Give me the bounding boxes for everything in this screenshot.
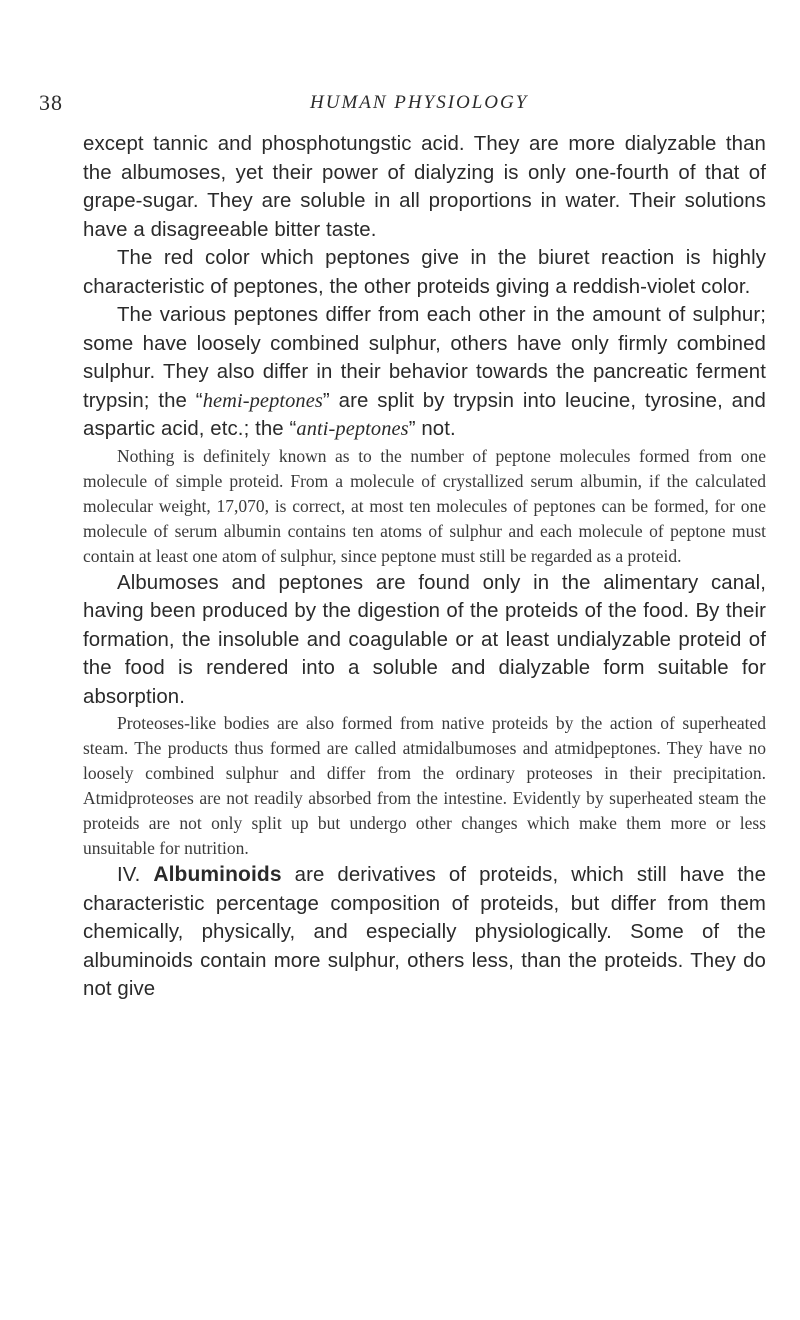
book-page [39,88,767,1004]
p3-text-before: The various peptones differ from each other in the amount of sulphur; some have loosely combined sulphur, others have only firmly combined sulphur. They also differ in their behavior towards the pancreatic ferment trypsin; the “ [83,304,766,412]
paragraph-peptone-sulphur [83,301,766,444]
paragraph-albuminoids [83,861,766,1004]
p3-text-after: ” not. [408,418,456,440]
page-number: 38 [39,90,63,115]
p3-text-middle: ” are split by trypsin into leucine, tyrosine, and aspartic acid, etc.; the “ [83,389,766,440]
paragraph-biuret-reaction: The red color which peptones give in the biuret reaction is highly characteristic of peptones, the other proteids giving a reddish-violet color. [83,247,766,298]
running-title: HUMAN PHYSIOLOGY [310,92,529,113]
term-anti-peptones: anti-peptones [296,418,409,440]
term-hemi-peptones: hemi-peptones [202,389,323,412]
section-heading-albuminoids: Albuminoids [153,863,282,886]
note-atmidproteoses: Proteoses-like bodies are also formed from native proteids by the action of superheated steam. The products thus formed are called atmidalbumoses and atmidpeptones. They have no loosely combined sulphur and differ from the ordinary proteoses in their precipitation. Atmidproteoses are not readily absorbed from the intestine. Evidently by superheated steam the proteids are not only split up but undergo other changes which make them more or less unsuitable for nutrition. [83,713,766,858]
paragraph-peptone-properties: except tannic and phosphotungstic acid. They are more dialyzable than the albumoses, yet their power of dialyzing is only one-fourth of that of grape-sugar. They are soluble in all proportions in water. Their solutions have a disagreeable bitter taste. [83,133,766,241]
section-numeral: IV. [117,864,141,886]
paragraph-albumoses-location: Albumoses and peptones are found only in the alimentary canal, having been produced by the digestion of the proteids of the food. By their formation, the insoluble and coagulable or at least undialyzable proteid of the food is rendered into a soluble and dialyzable form suitable for absorption. [83,571,766,708]
running-head [39,88,766,122]
albuminoids-text: are derivatives of proteids, which still have the characteristic percentage composition of proteids, but differ from them chemically, physically, and especially physiologically. Some of the albuminoids contain more sulphur, others less, than the proteids. They do not give [83,864,767,1000]
note-peptone-molecules: Nothing is definitely known as to the number of peptone molecules formed from one molecule of simple proteid. From a molecule of crystallized serum albumin, if the calculated molecular weight, 17,070, is correct, at most ten molecules of peptones can be formed, for one molecule of serum albumin contains ten atoms of sulphur and each molecule of peptone must contain at least one atom of sulphur, since peptone must still be regarded as a proteid. [83,445,766,566]
